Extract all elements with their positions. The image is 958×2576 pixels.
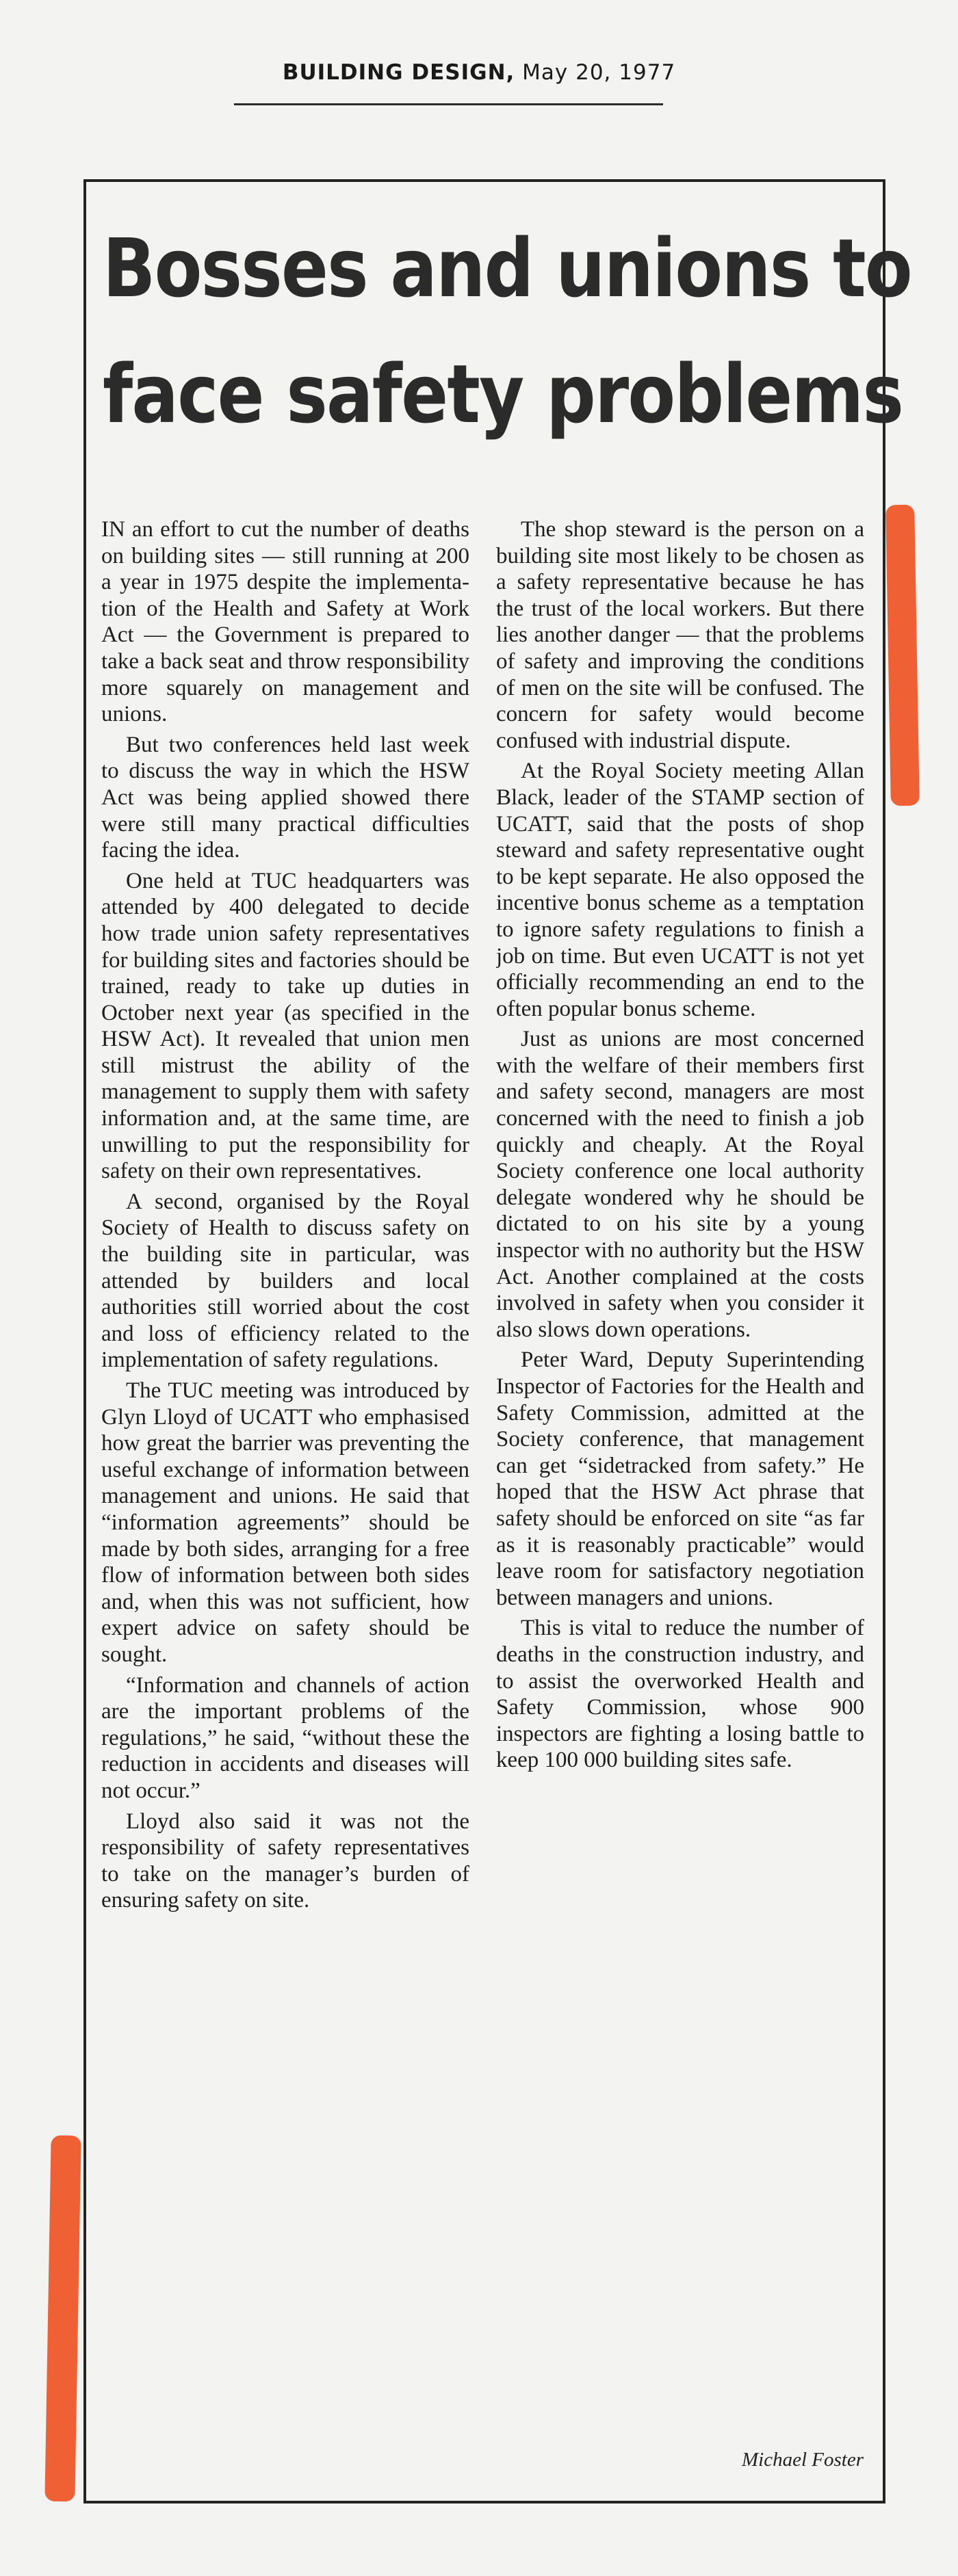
- paragraph: Peter Ward, Deputy Superintending Inspector of Factories for the Health and Safety Commission, admitted at the Society conference, that management can get “sidetracked from safety.” He hoped that the HSW Act phrase that safety should be enforced on site “as far as it is reasonably practicable” would leave room for satisfactory negotiation between managers and unions.: [496, 1348, 864, 1610]
- highlighter-mark-left: [44, 2135, 81, 2502]
- paragraph: This is vital to reduce the number of deaths in the construction industry, and to assist the overworked Health and Safety Commission, whose 900 inspectors are fighting a losing battle to keep 100 000 building sites safe.: [496, 1616, 864, 1773]
- paragraph: One held at TUC headquarters was attended by 400 delegated to decide how trade union safety representatives for building sites and factories should be trained, ready to take up duties in October next year (as specified in the HSW Act). It revealed that union men still mistrust the ability of the management to supply them with safety information and, at the same time, are unwilling to put the responsibility for safety on their own representatives.: [101, 868, 469, 1184]
- paragraph: The TUC meeting was introduced by Glyn Lloyd of UCATT who emphasised how great the barrier was preventing the useful exchange of information between management and unions. He said that “information agreements” should be made by both sides, arranging for a free flow of information between both sides and, when this was not sufficient, how expert advice on safety should be sought.: [101, 1378, 469, 1667]
- paragraph: Just as unions are most concerned with the welfare of their members first and safety second, managers are most concerned with the need to finish a job quickly and cheaply. At the Royal Society conference one local authority delegate wondered why he should be dictated to on his site by a young inspector with no authority but the HSW Act. Another complained at the costs involved in safety when you consider it also slows down operations.: [496, 1027, 864, 1342]
- headline-line-1: Bosses and unions to: [103, 221, 911, 315]
- paragraph: But two conferences held last week to discuss the way in which the HSW Act was being applied showed there were still many practical difficulties facing the idea.: [101, 732, 469, 863]
- right-column: [496, 516, 864, 2486]
- byline: Michael Foster: [742, 2449, 864, 2471]
- highlighter-mark-right: [885, 505, 920, 806]
- left-column: [101, 516, 469, 2486]
- masthead-rule: [234, 103, 663, 105]
- headline: [103, 205, 911, 457]
- publication-date: May 20, 1977: [522, 60, 676, 85]
- paragraph: At the Royal Society meeting Allan Black, leader of the STAMP section of UCATT, said that the posts of shop steward and safety representative ought to be kept separate. He also opposed the incentive bonus scheme as a temptation to ignore safety regulations to finish a job on time. But even UCATT is not yet officially recommending an end to the often popular bonus scheme.: [496, 759, 864, 1021]
- masthead: [0, 60, 958, 85]
- publication-name: BUILDING DESIGN,: [282, 60, 515, 85]
- paragraph: Lloyd also said it was not the responsibility of safety representatives to take on the manager’s burden of ensuring safety on site.: [101, 1809, 469, 1913]
- paragraph: A second, organised by the Royal Society of Health to discuss safety on the building site in particular, was attended by builders and local authorities still worried about the cost and loss of efficiency related to the implementation of safety regulations.: [101, 1189, 469, 1373]
- paragraph: “Information and channels of action are the important problems of the regulations,” he said, “without these the reduction in accidents and diseases will not occur.”: [101, 1672, 469, 1803]
- headline-line-2: face safety problems: [103, 347, 903, 441]
- paragraph: IN an effort to cut the number of deaths on building sites — still running at 200 a year in 1975 despite the implementation of the Health and Safety at Work Act — the Government is prepared to take a back seat and throw responsibility more squarely on management and unions.: [101, 517, 469, 727]
- paragraph: The shop steward is the person on a building site most likely to be chosen as a safety representative because he has the trust of the local workers. But there lies another danger — that the problems of safety and improving the conditions of men on the site will be confused. The concern for safety would become confused with industrial dispute.: [496, 517, 864, 753]
